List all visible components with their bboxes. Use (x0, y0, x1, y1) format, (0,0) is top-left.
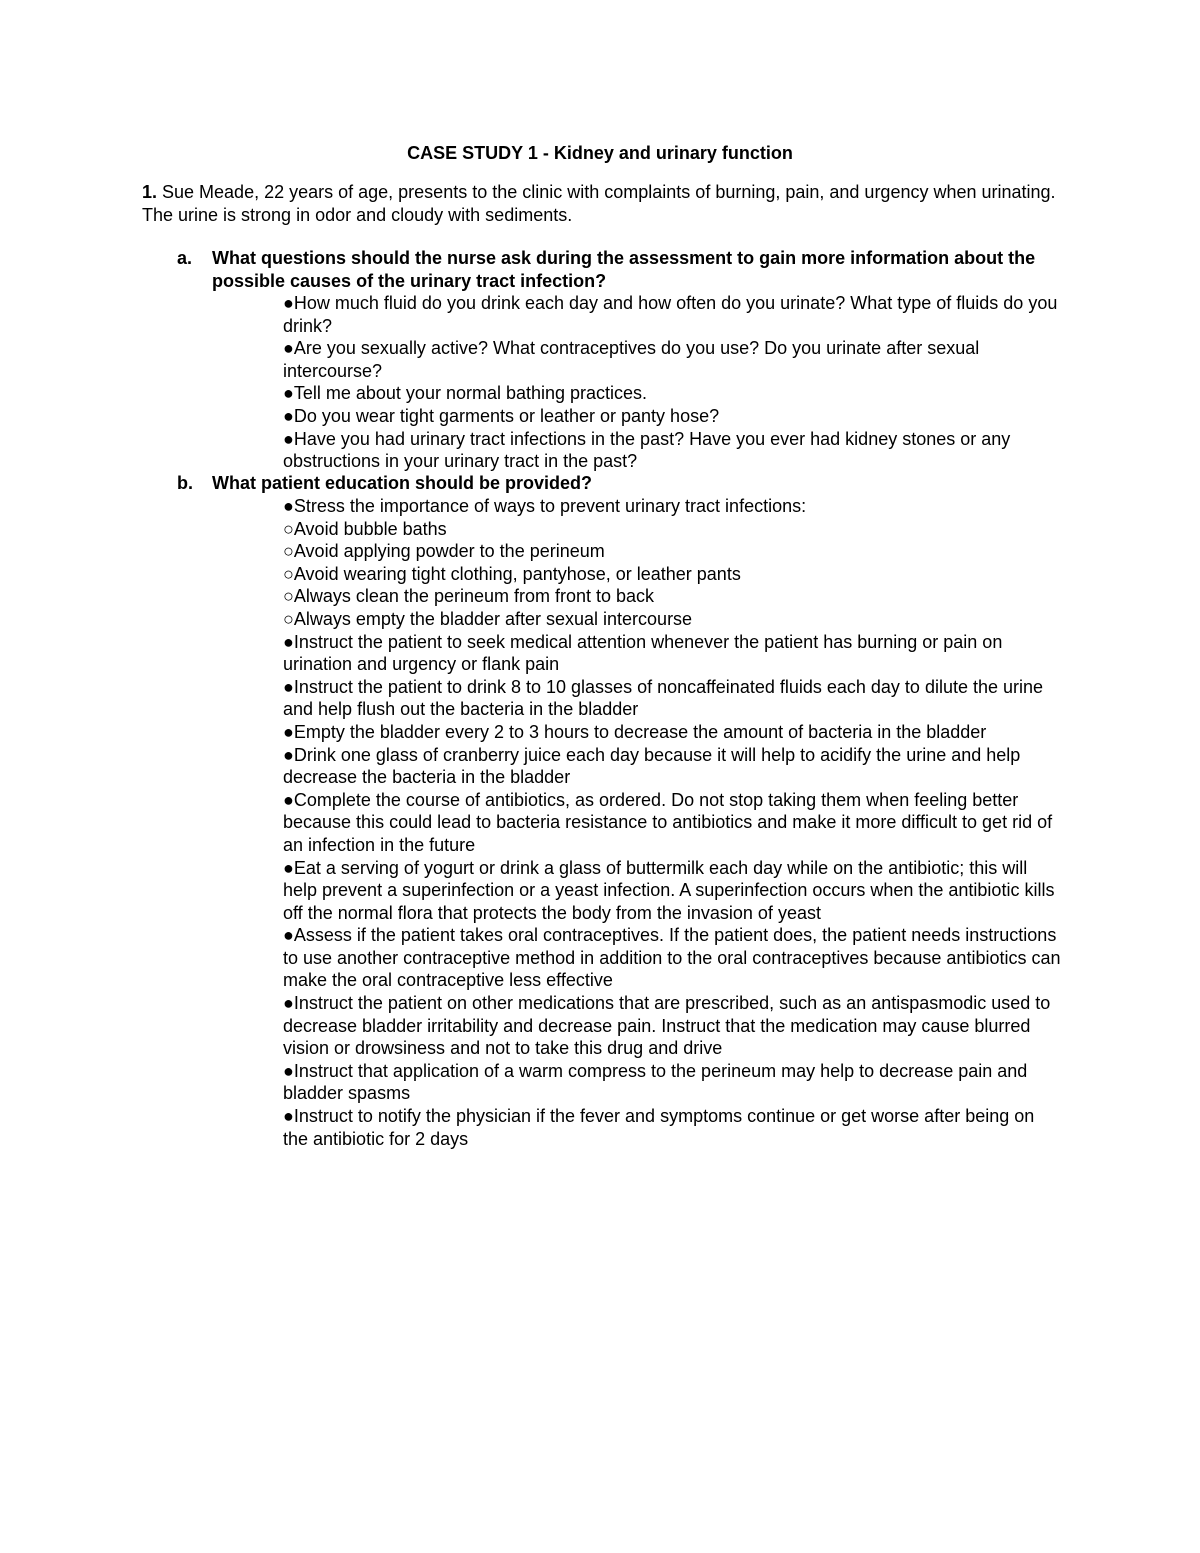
list-item: ●Are you sexually active? What contraceptives do you use? Do you urinate after sexual intercourse? (283, 338, 980, 381)
list-item: ●Stress the importance of ways to prevent urinary tract infections: (283, 496, 807, 516)
list-item: ●Eat a serving of yogurt or drink a glass of buttermilk each day while on the antibiotic; this will help prevent a superinfection or a yeast infection. A superinfection occurs when the antibiotic kills off the normal flora that protects the body from the invasion of yeast (283, 857, 1055, 923)
question-a (177, 247, 1047, 293)
list-item: ●Have you had urinary tract infections in the past? Have you ever had kidney stones or any obstructions in your urinary tract in the past? (283, 428, 1011, 472)
case-intro (142, 181, 1072, 227)
list-item: ●Instruct the patient on other medications that are prescribed, such as an antispasmodic used to decrease bladder irritability and decrease pain. Instruct that the medication may cause blurred vision or drowsiness and not to take this drug and drive (283, 993, 1051, 1059)
list-item: ○Always empty the bladder after sexual intercourse (283, 608, 693, 629)
list-item: ●Tell me about your normal bathing practices. (283, 383, 648, 404)
list-item: ●How much fluid do you drink each day and how often do you urinate? What type of fluids do you drink? (283, 293, 1058, 336)
list-item: ○Avoid bubble baths (283, 518, 447, 539)
list-item: ○Avoid applying powder to the perineum (283, 541, 605, 562)
list-item: ●Instruct the patient to drink 8 to 10 glasses of noncaffeinated fluids each day to dilute the urine and help flush out the bacteria in the bladder (283, 676, 1044, 720)
case-number: 1. (142, 182, 158, 202)
case-description: Sue Meade, 22 years of age, presents to the clinic with complaints of burning, pain, and urgency when urinating. The urine is strong in odor and cloudy with sediments. (142, 182, 1056, 225)
answer-list-a (283, 292, 1063, 473)
list-item: ●Do you wear tight garments or leather or panty hose? (283, 405, 720, 426)
list-item: ●Instruct to notify the physician if the fever and symptoms continue or get worse after being on the antibiotic for 2 days (283, 1106, 1035, 1149)
question-letter: b. (177, 473, 193, 493)
list-item: ●Complete the course of antibiotics, as ordered. Do not stop taking them when feeling better because this could lead to bacteria resistance to antibiotics and make it more difficult to get rid of an infection in the future (283, 789, 1053, 855)
question-b (177, 472, 1047, 495)
list-item: ●Instruct that application of a warm compress to the perineum may help to decrease pain and bladder spasms (283, 1060, 1028, 1104)
question-letter: a. (177, 248, 193, 268)
list-item: ●Drink one glass of cranberry juice each day because it will help to acidify the urine and help decrease the bacteria in the bladder (283, 744, 1021, 788)
list-item: ●Empty the bladder every 2 to 3 hours to decrease the amount of bacteria in the bladder (283, 721, 987, 742)
list-item: ○Avoid wearing tight clothing, pantyhose, or leather pants (283, 563, 741, 584)
list-item: ●Instruct the patient to seek medical attention whenever the patient has burning or pain on urination and urgency or flank pain (283, 631, 1003, 675)
page-title: CASE STUDY 1 - Kidney and urinary function (407, 143, 793, 163)
list-item: ○Always clean the perineum from front to back (283, 586, 655, 607)
question-text: What patient education should be provided? (212, 473, 593, 493)
answer-list-b (283, 495, 1063, 1150)
list-item: ●Assess if the patient takes oral contraceptives. If the patient does, the patient needs instructions to use another contraceptive method in addition to the oral contraceptives because antibiotics can make the oral contraceptive less effective (283, 925, 1061, 991)
question-text: What questions should the nurse ask during the assessment to gain more information about the possible causes of the urinary tract infection? (212, 248, 1036, 291)
